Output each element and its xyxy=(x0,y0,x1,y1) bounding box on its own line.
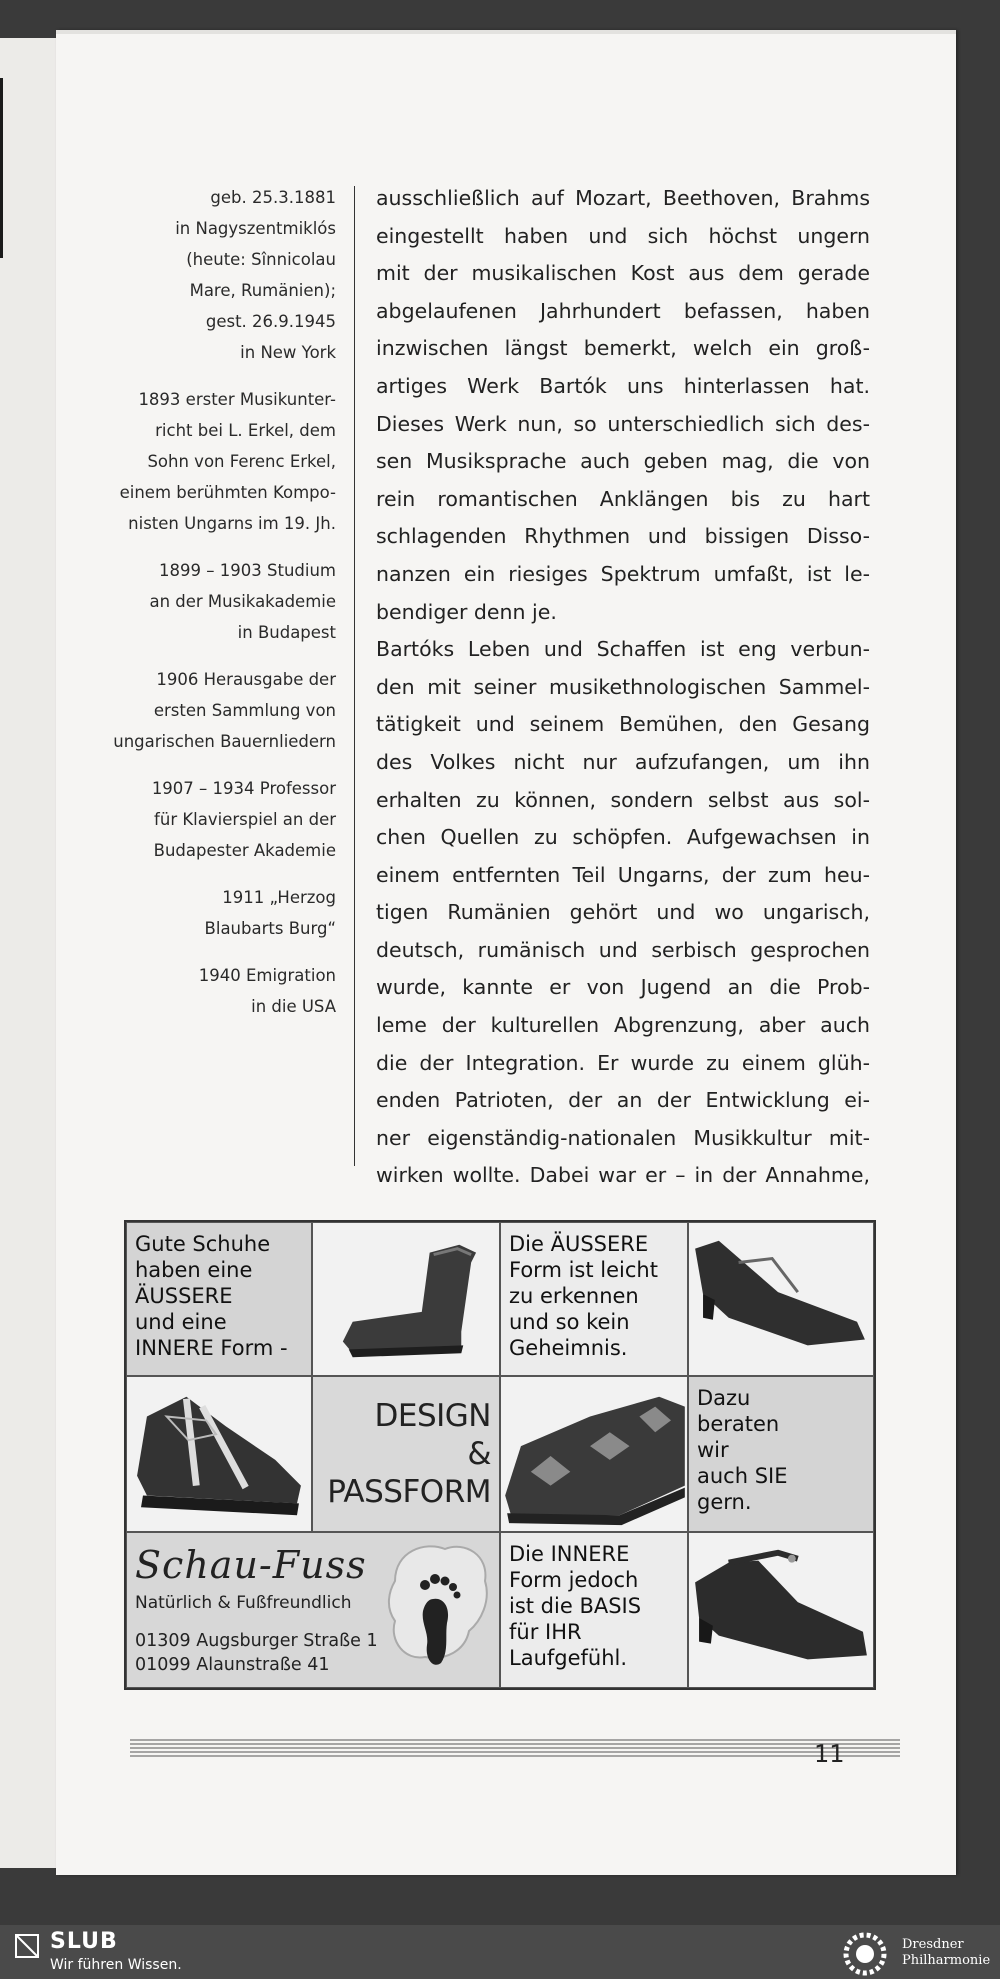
ad-text-line: Form jedoch xyxy=(509,1568,639,1592)
ad-text-line: auch SIE xyxy=(697,1464,788,1488)
biography-line: in die USA xyxy=(251,997,336,1016)
biography-entry xyxy=(100,882,336,944)
article-line: erhalten zu können, sondern selbst aus sol- xyxy=(376,787,870,812)
article-line: deutsch, rumänisch und serbisch gesprochen xyxy=(376,937,870,962)
design-heading-line: & xyxy=(467,1436,491,1472)
article-line: schlagenden Rhythmen und bissigen Disso- xyxy=(376,524,870,549)
loafer-icon xyxy=(689,1223,873,1375)
design-heading-line: PASSFORM xyxy=(327,1474,491,1510)
article-line: tätigkeit und seinem Bemühen, den Gesang xyxy=(376,712,870,737)
article-line: enden Patrioten, der an der Entwicklung ei- xyxy=(376,1088,870,1113)
ad-text-line: Gute Schuhe xyxy=(135,1232,271,1256)
biography-line: Sohn von Ferenc Erkel, xyxy=(147,452,336,471)
article-line: sen Musiksprache auch geben mag, die von xyxy=(376,449,870,474)
viewer-footer-bar xyxy=(0,1925,1000,1979)
article-line: ner eigenständig-nationalen Musikkultur mit- xyxy=(376,1125,870,1150)
ankle-boot-icon xyxy=(313,1223,499,1375)
page-marker xyxy=(0,78,3,258)
article-line: Dieses Werk nun, so unterschiedlich sich des- xyxy=(376,411,870,436)
mary-jane-shoe-image xyxy=(688,1532,874,1688)
biography-line: (heute: Sînnicolau xyxy=(186,250,336,269)
ad-text-line: wir xyxy=(697,1438,729,1462)
article-line: rein romantischen Anklängen bis zu hart xyxy=(376,486,870,511)
footprint-icon xyxy=(385,1541,493,1683)
design-passform-heading xyxy=(312,1376,500,1532)
patterned-slipper-icon xyxy=(501,1377,687,1531)
ad-inner-form-text xyxy=(500,1532,688,1688)
biography-line: 1893 erster Musikunter- xyxy=(138,390,336,409)
biography-entry xyxy=(100,182,336,368)
biography-line: an der Musikakademie xyxy=(149,592,336,611)
biography-line: 1907 – 1934 Professor xyxy=(151,779,336,798)
biography-line: Blaubarts Burg“ xyxy=(204,919,336,938)
ad-text-line: Geheimnis. xyxy=(509,1336,628,1360)
store-address: 01099 Alaunstraße 41 xyxy=(135,1655,330,1675)
biography-line: nisten Ungarns im 19. Jh. xyxy=(128,514,336,533)
brand-block xyxy=(126,1532,500,1688)
biography-line: in Nagyszentmiklós xyxy=(175,219,336,238)
ad-text-line: gern. xyxy=(697,1490,752,1514)
article-line: artiges Werk Bartók uns hinterlassen hat. xyxy=(376,373,870,398)
brand-name: Schau-Fuss xyxy=(135,1543,367,1587)
ad-text-line: Laufgefühl. xyxy=(509,1646,628,1670)
article-line: ausschließlich auf Mozart, Beethoven, Brahms xyxy=(376,186,870,210)
article-line: wurde, kannte er von Jugend an die Prob- xyxy=(376,975,870,1000)
biography-line: 1906 Herausgabe der xyxy=(156,670,336,689)
page-top-edge xyxy=(56,30,956,34)
ankle-boot-image xyxy=(312,1222,500,1376)
article-text xyxy=(376,180,870,1195)
article-line: des Volkes nicht nur aufzufangen, um ihn xyxy=(376,749,870,774)
biography-entry xyxy=(100,773,336,866)
biography-line: richt bei L. Erkel, dem xyxy=(155,421,336,440)
ad-text-line: Dazu xyxy=(697,1386,751,1410)
article-line: mit der musikalischen Kost aus dem gerade xyxy=(376,261,870,286)
article-line: wirken wollte. Dabei war er – in der Annahme, xyxy=(376,1163,870,1188)
slub-logo-icon[interactable] xyxy=(14,1933,40,1959)
library-name[interactable]: SLUB xyxy=(50,1929,118,1954)
biography-line: 1911 „Herzog xyxy=(222,888,336,907)
brand-tagline: Natürlich & Fußfreundlich xyxy=(135,1593,352,1613)
sneaker-image xyxy=(126,1376,312,1532)
article-line: einem entfernten Teil Ungarns, der zum heu- xyxy=(376,862,870,887)
ad-text-line: und eine xyxy=(135,1310,227,1334)
biography-entry xyxy=(100,664,336,757)
article-line: den mit seiner musikethnologischen Sammel- xyxy=(376,674,870,699)
article-line: tigen Rumänien gehört und wo ungarisch, xyxy=(376,900,870,925)
article-line: Bartóks Leben und Schaffen ist eng verbun- xyxy=(376,637,870,662)
ad-text-line: und so kein xyxy=(509,1310,630,1334)
article-line: bendiger denn je. xyxy=(376,599,557,624)
biography-line: Budapester Akademie xyxy=(153,841,336,860)
biography-line: Mare, Rumänien); xyxy=(189,281,336,300)
ad-text-line: ist die BASIS xyxy=(509,1594,642,1618)
article-line: inzwischen längst bemerkt, welch ein groß- xyxy=(376,336,870,361)
footer-rules xyxy=(70,1738,900,1758)
slip-on-shoe-image xyxy=(688,1222,874,1376)
biography-line: gest. 26.9.1945 xyxy=(205,312,336,331)
biography-entry xyxy=(100,555,336,648)
biography-entry xyxy=(100,384,336,539)
ad-outer-form-text xyxy=(500,1222,688,1376)
store-address: 01309 Augsburger Straße 1 xyxy=(135,1631,378,1651)
partner-name-line: Dresdner xyxy=(902,1937,964,1952)
article-line: leme der kulturellen Abgrenzung, aber auch xyxy=(376,1013,870,1038)
ad-text-line: haben eine xyxy=(135,1258,253,1282)
page-number: 11 xyxy=(814,1740,845,1768)
partner-name-line: Philharmonie xyxy=(902,1953,991,1968)
article-line: eingestellt haben und sich höchst ungern xyxy=(376,223,870,248)
ad-text-line: beraten xyxy=(697,1412,780,1436)
biography-line: für Klavierspiel an der xyxy=(154,810,336,829)
biography-line: einem berühmten Kompo- xyxy=(119,483,336,502)
ad-text-line: Form ist leicht xyxy=(509,1258,658,1282)
biography-line: geb. 25.3.1881 xyxy=(210,188,336,207)
article-line: chen Quellen zu schöpfen. Aufgewachsen in xyxy=(376,825,870,850)
design-heading-line: DESIGN xyxy=(374,1398,491,1434)
shoe-advertisement xyxy=(124,1220,876,1690)
ad-text-line: für IHR xyxy=(509,1620,582,1644)
ad-text-line: Die ÄUSSERE xyxy=(509,1232,649,1256)
article-line: abgelaufenen Jahrhundert befassen, haben xyxy=(376,298,870,323)
biography-line: 1940 Emigration xyxy=(198,966,336,985)
biography-line: ersten Sammlung von xyxy=(153,701,336,720)
ad-advice-text xyxy=(688,1376,874,1532)
strap-shoe-icon xyxy=(689,1533,873,1687)
biography-line: ungarischen Bauernliedern xyxy=(113,732,336,751)
article-line: nanzen ein riesiges Spektrum umfaßt, ist le- xyxy=(376,561,870,586)
ad-text-line: Die INNERE xyxy=(509,1542,630,1566)
ad-text-line: INNERE Form - xyxy=(135,1336,288,1360)
biography-line: 1899 – 1903 Studium xyxy=(159,561,336,580)
biography-sidebar xyxy=(100,182,336,1038)
partner-name xyxy=(902,1937,990,1969)
sneaker-icon xyxy=(127,1377,311,1531)
library-slogan: Wir führen Wissen. xyxy=(50,1957,182,1973)
patterned-shoes-image xyxy=(500,1376,688,1532)
column-divider xyxy=(354,186,355,1166)
article-line: die der Integration. Er wurde zu einem glüh- xyxy=(376,1050,870,1075)
biography-line: in Budapest xyxy=(237,623,336,642)
biography-entry xyxy=(100,960,336,1022)
ad-text-line: zu erkennen xyxy=(509,1284,639,1308)
ad-text-line: ÄUSSERE xyxy=(135,1284,233,1308)
philharmonie-logo-icon[interactable] xyxy=(842,1931,888,1977)
ad-intro-text xyxy=(126,1222,312,1376)
biography-line: in New York xyxy=(240,343,336,362)
facing-page-edge xyxy=(0,38,59,1868)
